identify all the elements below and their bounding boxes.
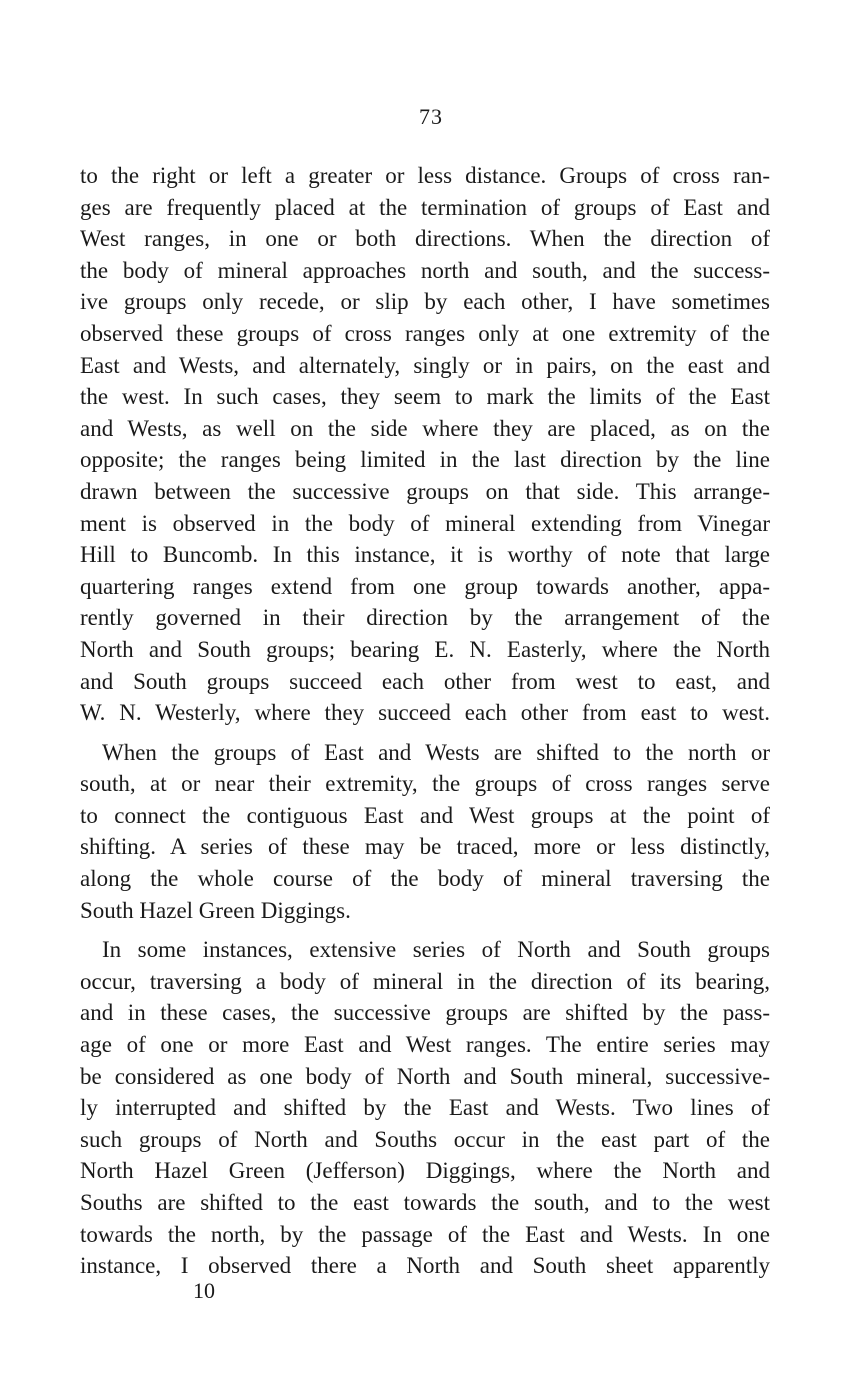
text-line: and in these cases, the successive groups are shifted by the pass- — [80, 1000, 770, 1026]
text-line: the body of mineral approaches north and south, and the success- — [80, 257, 770, 283]
signature-mark: 10 — [193, 1278, 215, 1303]
text-line: shifting. A series of these may be traced, more or less distinctly, — [80, 834, 770, 860]
text-line: East and Wests, and alternately, singly or in pairs, on the east and — [80, 352, 770, 378]
text-line: south, at or near their extremity, the groups of cross ranges serve — [80, 771, 770, 797]
text-line: to the right or left a greater or less distance. Groups of cross ran- — [80, 163, 770, 188]
page-number: 73 — [419, 104, 443, 129]
text-line: occur, traversing a body of mineral in the direction of its bearing, — [80, 968, 770, 994]
text-line: the west. In such cases, they seem to mark the limits of the East — [80, 384, 770, 410]
text-line: observed these groups of cross ranges only at one extremity of the — [80, 320, 770, 346]
text-line: age of one or more East and West ranges. The entire series may — [80, 1032, 770, 1058]
text-line: When the groups of East and Wests are shifted to the north or — [102, 739, 770, 765]
text-line: rently governed in their direction by the arrangement of the — [80, 605, 770, 631]
text-line: drawn between the successive groups on that side. This arrange- — [80, 478, 770, 504]
text-line: ive groups only recede, or slip by each other, I have sometimes — [80, 289, 770, 315]
body-text — [80, 160, 770, 1282]
text-line: quartering ranges extend from one group towards another, appa- — [80, 573, 770, 599]
text-line: In some instances, extensive series of North and South groups — [102, 937, 770, 963]
text-line: opposite; the ranges being limited in the last direction by the line — [80, 447, 770, 473]
text-line: along the whole course of the body of mineral traversing the — [80, 866, 770, 892]
text-line: such groups of North and Souths occur in the east part of the — [80, 1126, 770, 1152]
text-line: ges are frequently placed at the termination of groups of East and — [80, 194, 770, 220]
paragraph-2 — [80, 737, 770, 927]
text-line: North Hazel Green (Jefferson) Diggings, where the North and — [80, 1158, 770, 1184]
text-line: and Wests, as well on the side where they are placed, as on the — [80, 415, 770, 441]
text-line: ly interrupted and shifted by the East and Wests. Two lines of — [80, 1095, 770, 1121]
text-line: towards the north, by the passage of the East and Wests. In one — [80, 1221, 770, 1247]
text-line: instance, I observed there a North and South sheet apparently — [80, 1253, 770, 1279]
paragraph-3 — [80, 934, 770, 1282]
text-line: Hill to Buncomb. In this instance, it is worthy of note that large — [80, 542, 770, 568]
text-line: be considered as one body of North and South mineral, successive- — [80, 1063, 770, 1089]
text-line: West ranges, in one or both directions. When the direction of — [80, 226, 770, 252]
text-line: North and South groups; bearing E. N. Easterly, where the North — [80, 636, 770, 662]
text-line: ment is observed in the body of mineral extending from Vinegar — [80, 510, 770, 536]
text-line: W. N. Westerly, where they succeed each other from east to west. — [80, 700, 770, 726]
text-line: South Hazel Green Diggings. — [80, 897, 351, 923]
text-line: to connect the contiguous East and West groups at the point of — [80, 802, 770, 828]
text-line: and South groups succeed each other from west to east, and — [80, 668, 770, 694]
paragraph-1 — [80, 160, 770, 729]
text-line: Souths are shifted to the east towards the south, and to the west — [80, 1190, 770, 1215]
